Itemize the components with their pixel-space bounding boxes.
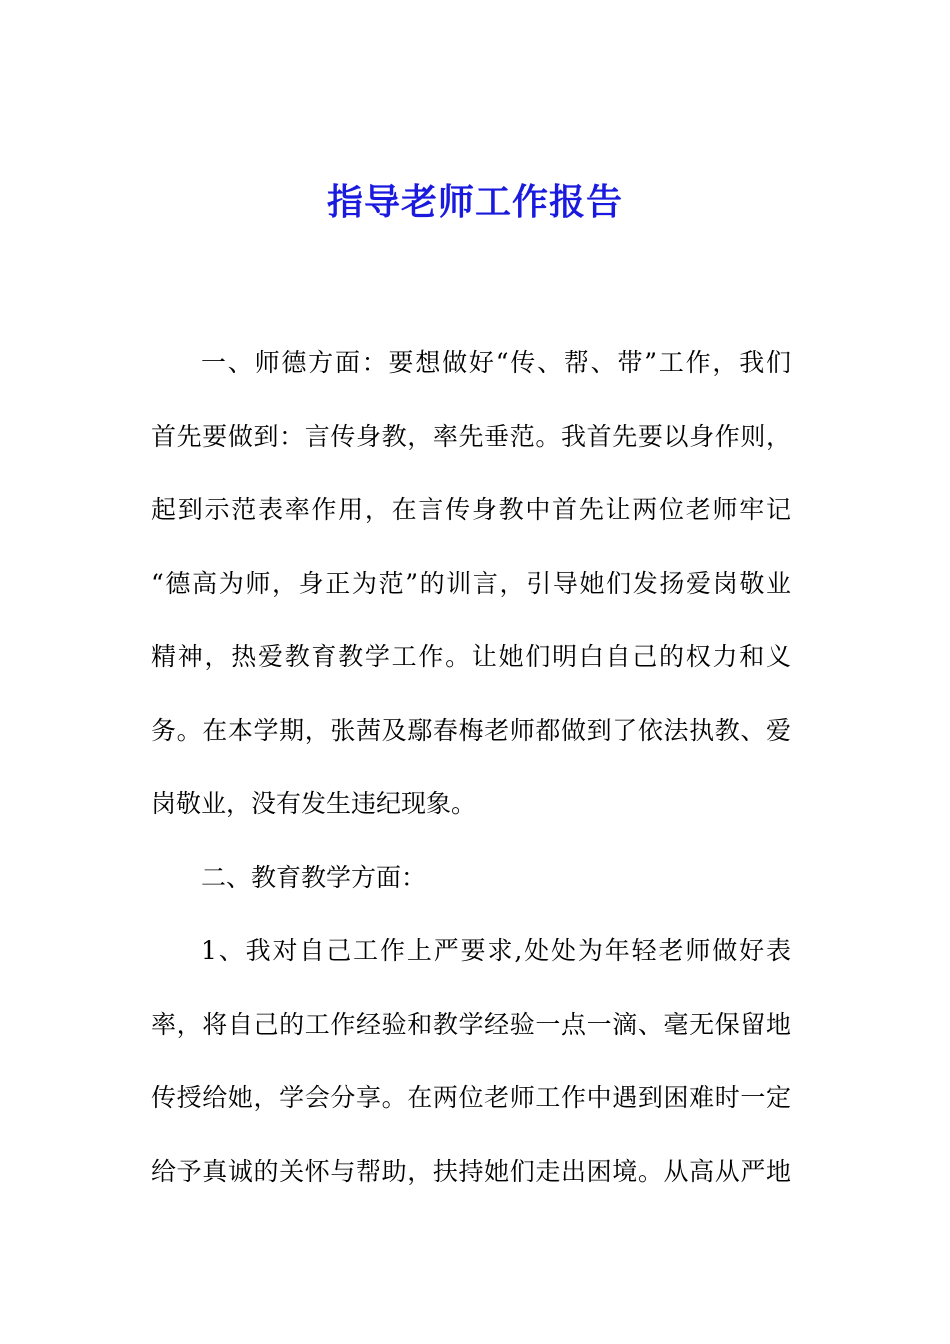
document-title: 指导老师工作报告 xyxy=(326,181,623,223)
section-heading: 二、教育教学方面： xyxy=(201,862,427,892)
paragraph-line: 首先要做到：言传身教，率先垂范。我首先要以身作则， xyxy=(151,421,791,451)
paragraph-line: 给予真诚的关怀与帮助，扶持她们走出困境。从高从严地 xyxy=(151,1156,791,1186)
paragraph-line: 1、我对自己工作上严要求,处处为年轻老师做好表 xyxy=(201,936,791,965)
paragraph-line: 传授给她，学会分享。在两位老师工作中遇到困难时一定 xyxy=(151,1083,791,1112)
document-body xyxy=(151,326,791,1208)
paragraph-line: 精神，热爱教育教学工作。让她们明白自己的权力和义 xyxy=(151,642,791,671)
paragraph-line: 一、师德方面：要想做好“传、帮、带”工作，我们 xyxy=(201,348,791,377)
paragraph-line: 务。在本学期，张茜及鄢春梅老师都做到了依法执教、爱 xyxy=(151,715,791,745)
paragraph-line: 起到示范表率作用，在言传身教中首先让两位老师牢记 xyxy=(151,495,791,524)
paragraph-line: “德高为师，身正为范”的训言，引导她们发扬爱岗敬业 xyxy=(151,568,791,598)
paragraph-line: 率，将自己的工作经验和教学经验一点一滴、毫无保留地 xyxy=(151,1009,791,1039)
paragraph-line: 岗敬业，没有发生违纪现象。 xyxy=(151,789,477,818)
